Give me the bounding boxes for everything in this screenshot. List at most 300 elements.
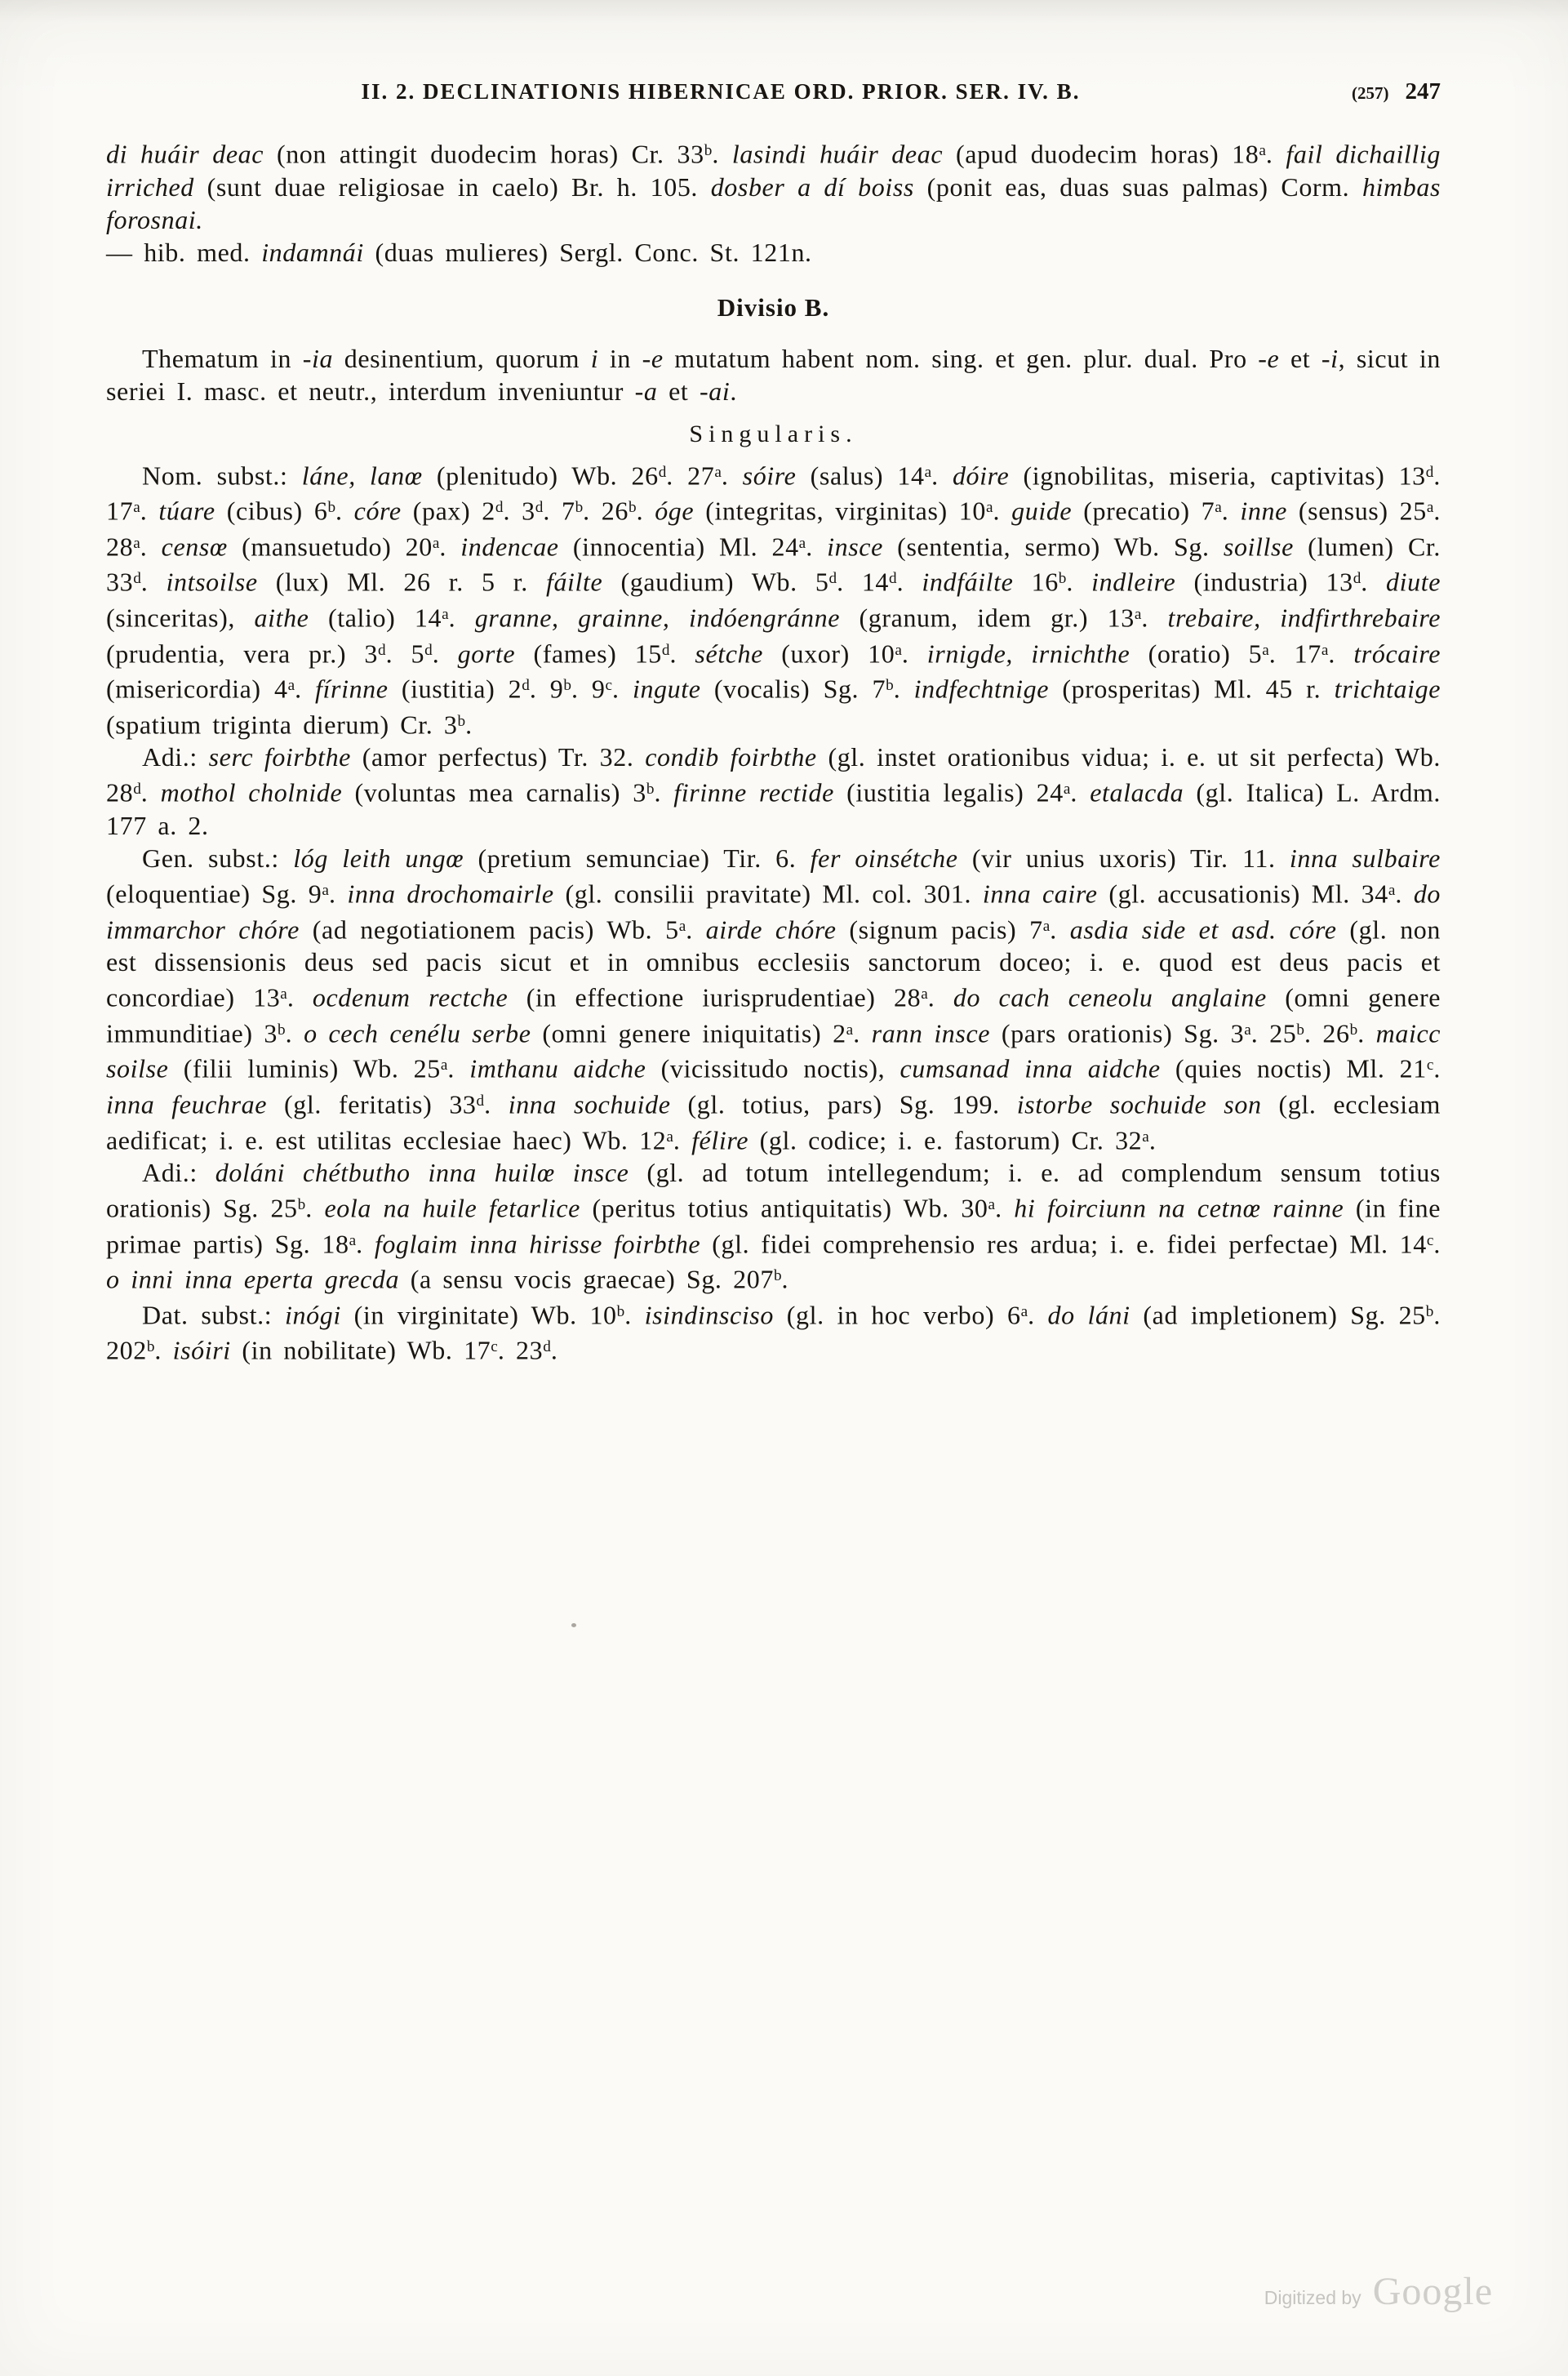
- text-run: .: [686, 914, 706, 945]
- text-run: d: [828, 570, 837, 588]
- text-run: b: [146, 1338, 155, 1356]
- text-run: -a: [634, 376, 658, 406]
- text-run: .: [1070, 777, 1090, 808]
- text-run: a: [280, 986, 287, 1003]
- text-run: .: [993, 496, 1012, 526]
- text-run: óge: [655, 496, 695, 526]
- text-run: sétche: [695, 638, 763, 669]
- text-run: . 9: [571, 674, 606, 704]
- series-page-ref: (257): [1352, 83, 1389, 103]
- text-run: a: [921, 986, 928, 1003]
- text-run: b: [616, 1302, 625, 1320]
- text-run: .: [806, 532, 828, 562]
- text-run: d: [889, 570, 897, 588]
- paragraph-dat-subst: [106, 1296, 1441, 1367]
- text-run: (in fine primae partis) Sg. 18: [106, 1193, 1441, 1259]
- section-heading-singularis: Singularis.: [689, 420, 858, 447]
- text-run: (gl. codice; i. e. fastorum) Cr. 32: [748, 1125, 1143, 1155]
- text-run: b: [886, 677, 894, 695]
- text-run: (gl. in hoc verbo) 6: [773, 1300, 1021, 1330]
- text-run: (voluntas mea carnalis) 3: [342, 777, 646, 808]
- text-run: etalacda: [1090, 777, 1184, 808]
- text-run: mothol cholnide: [160, 777, 343, 808]
- text-run: félire: [691, 1125, 749, 1155]
- text-run: (signum pacis) 7: [836, 914, 1043, 945]
- text-run: d: [658, 463, 667, 481]
- text-run: fírinne: [315, 674, 389, 704]
- text-run: .: [669, 638, 695, 669]
- text-run: et: [657, 376, 700, 406]
- text-run: (gl. Italica) L. Ardm. 177 a. 2.: [106, 777, 1441, 840]
- text-run: (non attingit duodecim horas) Cr. 33: [264, 139, 704, 169]
- text-run: do láni: [1047, 1300, 1130, 1330]
- text-run: (a sensu vocis graecae) Sg. 207: [399, 1264, 774, 1294]
- text-run: Nom. subst.:: [142, 461, 302, 491]
- text-run: irnigde, irnichthe: [926, 638, 1130, 669]
- text-run: (sunt duae religiosae in caelo) Br. h. 105.: [193, 171, 711, 202]
- text-run: (gl. instet orationibus vidua; i. e. ut sit perfecta) Wb. 28: [106, 742, 1441, 808]
- text-run: hi foirciunn na cetnœ rainne: [1014, 1193, 1344, 1223]
- text-run: a: [666, 1128, 673, 1146]
- text-run: .: [1141, 603, 1168, 633]
- text-run: (salus) 14: [796, 461, 925, 491]
- text-run: .: [439, 532, 461, 562]
- text-run: .: [295, 674, 316, 704]
- text-run: (ad impletionem) Sg. 25: [1130, 1300, 1426, 1330]
- text-run: maicc soilse: [106, 1018, 1441, 1083]
- text-run: a: [287, 677, 295, 695]
- text-run: .: [484, 1089, 509, 1119]
- text-run: (ignobilitas, miseria, captivitas) 13: [1009, 461, 1426, 491]
- text-run: .: [140, 777, 161, 808]
- text-run: d: [476, 1092, 485, 1110]
- text-run: a: [895, 641, 902, 659]
- text-run: -ia: [302, 343, 334, 373]
- text-run: .: [1433, 1229, 1441, 1259]
- text-run: firinne rectide: [673, 777, 834, 808]
- text-run: , sicut in seriei I. masc. et neutr., interdum inveniuntur: [106, 343, 1441, 406]
- text-run: a: [924, 463, 932, 481]
- text-run: .: [896, 567, 922, 597]
- text-run: do cach ceneolu anglaine: [953, 982, 1267, 1012]
- text-run: inna sochuide: [508, 1089, 671, 1119]
- text-run: (gl. consilii pravitate) Ml. col. 301.: [553, 879, 983, 909]
- text-run: b: [563, 677, 571, 695]
- text-run: a: [442, 605, 449, 623]
- text-run: .: [285, 1018, 304, 1048]
- text-run: -e: [642, 343, 664, 373]
- text-run: .: [927, 982, 953, 1012]
- text-run: a: [1063, 781, 1071, 799]
- text-run: (iustitia) 2: [388, 674, 522, 704]
- text-run: ocdenum rectche: [312, 982, 509, 1012]
- text-run: imthanu aidche: [469, 1053, 646, 1083]
- text-run: (precatio) 7: [1072, 496, 1215, 526]
- text-run: (gl. ecclesiam aedificat; i. e. est utilitas ecclesiae haec) Wb. 12: [106, 1089, 1441, 1155]
- text-run: (gl. accusationis) Ml. 34: [1097, 879, 1388, 909]
- text-run: rann insce: [871, 1018, 991, 1048]
- text-run: (prudentia, vera pr.) 3: [106, 638, 379, 669]
- text-run: . 26: [583, 496, 629, 526]
- text-run: trebaire, indfirthrebaire: [1167, 603, 1441, 633]
- text-run: .: [931, 461, 953, 491]
- text-run: airde chóre: [705, 914, 837, 945]
- text-run: .: [356, 1229, 375, 1259]
- text-run: a: [714, 463, 722, 481]
- text-run: (sensus) 25: [1286, 496, 1427, 526]
- text-run: fail dichaillig irriched: [106, 139, 1441, 202]
- google-logo-text: Google: [1372, 2270, 1493, 2313]
- text-run: .: [140, 532, 162, 562]
- text-run: a: [322, 881, 329, 899]
- text-run: a: [1042, 917, 1051, 935]
- text-run: .: [853, 1018, 872, 1048]
- text-run: (uxor) 10: [762, 638, 895, 669]
- text-run: censœ: [161, 532, 228, 562]
- text-run: (amor perfectus) Tr. 32.: [350, 742, 646, 772]
- text-run: d: [1425, 463, 1434, 481]
- text-run: c: [605, 677, 613, 695]
- text-run: b: [1425, 1302, 1434, 1320]
- text-run: indencae: [460, 532, 559, 562]
- text-run: (lumen) Cr. 33: [106, 532, 1441, 597]
- text-run: gorte: [457, 638, 516, 669]
- text-run: b: [457, 712, 466, 730]
- text-run: aithe: [254, 603, 309, 633]
- text-run: lasindi huáir deac: [731, 139, 944, 169]
- text-run: d: [378, 641, 386, 659]
- text-run: .: [673, 1125, 692, 1155]
- text-run: (lux) Ml. 26 r. 5 r.: [257, 567, 546, 597]
- text-run: .: [140, 567, 167, 597]
- text-run: . 5: [385, 638, 425, 669]
- text-run: .: [287, 982, 313, 1012]
- text-run: b: [278, 1021, 286, 1039]
- text-run: .: [1328, 638, 1354, 669]
- text-run: (gl. ad totum intellegendum; i. e. ad complendum sensum totius orationis) Sg. 25: [106, 1158, 1441, 1223]
- text-run: . 25: [1250, 1018, 1297, 1048]
- header-page-ref-group: [1352, 78, 1441, 105]
- text-run: a: [798, 534, 806, 552]
- text-run: doláni chétbutho inna huilœ insce: [215, 1158, 629, 1188]
- text-run: .: [893, 674, 914, 704]
- text-run: a: [440, 1057, 448, 1075]
- text-run: et: [1279, 343, 1321, 373]
- paragraph-continuation: [106, 135, 1441, 269]
- text-run: (in nobilitate) Wb. 17: [230, 1336, 491, 1366]
- text-run: sóire: [742, 461, 797, 491]
- page-number: 247: [1405, 78, 1441, 105]
- text-run: (duas mulieres) Sergl. Conc. St. 121n.: [363, 237, 812, 267]
- text-run: c: [491, 1338, 498, 1356]
- text-run: .: [636, 496, 655, 526]
- text-run: .: [721, 461, 743, 491]
- text-run: .: [1433, 1053, 1441, 1083]
- text-run: trócaire: [1353, 638, 1441, 669]
- text-run: (granum, idem gr.) 13: [840, 603, 1135, 633]
- text-run: fáilte: [545, 567, 603, 597]
- text-run: .: [1028, 1300, 1048, 1330]
- text-run: d: [535, 499, 544, 517]
- text-run: dóire: [952, 461, 1010, 491]
- text-run: foglaim inna hirisse foirbthe: [374, 1229, 701, 1259]
- text-run: -i: [1321, 343, 1339, 373]
- text-run: . 17: [106, 461, 1441, 526]
- section-heading-divisio-b: Divisio B.: [717, 292, 830, 322]
- text-run: (sinceritas),: [106, 603, 255, 633]
- text-run: desinentium, quorum: [333, 343, 591, 373]
- text-run: (pretium semunciae) Tir. 6.: [464, 843, 811, 873]
- text-run: a: [1020, 1302, 1028, 1320]
- text-run: a: [1244, 1021, 1251, 1039]
- text-run: o inni inna eperta grecda: [106, 1264, 400, 1294]
- text-run: do immarchor chóre: [106, 879, 1441, 945]
- text-run: c: [1426, 1057, 1434, 1075]
- text-run: d: [661, 641, 670, 659]
- text-run: Dat. subst.:: [142, 1300, 286, 1330]
- text-run: d: [133, 570, 141, 588]
- text-run: a: [1215, 499, 1222, 517]
- text-run: (quies noctis) Ml. 21: [1160, 1053, 1427, 1083]
- text-run: a: [1262, 641, 1269, 659]
- text-run: (iustitia legalis) 24: [833, 777, 1064, 808]
- text-run: .: [624, 1300, 645, 1330]
- google-books-watermark: [1264, 2269, 1493, 2314]
- text-run: indleire: [1091, 567, 1176, 597]
- digitized-by-text: Digitized by: [1264, 2287, 1361, 2308]
- text-run: d: [424, 641, 433, 659]
- text-run: (vicissitudo noctis),: [646, 1053, 900, 1083]
- text-run: b: [1296, 1021, 1304, 1039]
- text-run: .: [465, 710, 473, 740]
- text-run: (eloquentiae) Sg. 9: [106, 879, 322, 909]
- text-run: ingute: [632, 674, 701, 704]
- text-run: (in virginitate) Wb. 10: [340, 1300, 617, 1330]
- text-run: asdia side et asd. córe: [1069, 914, 1337, 945]
- text-run: trichtaige: [1334, 674, 1441, 704]
- text-run: láne, lanœ: [301, 461, 423, 491]
- text-run: o cech cenélu serbe: [304, 1018, 531, 1048]
- text-run: a: [1259, 142, 1266, 159]
- text-run: (fames) 15: [515, 638, 662, 669]
- text-run: -e: [1258, 343, 1280, 373]
- text-run: a: [988, 1196, 996, 1214]
- text-run: (spatium triginta dierum) Cr. 3: [106, 710, 458, 740]
- text-run: (oratio) 5: [1130, 638, 1263, 669]
- text-run: . 17: [1268, 638, 1321, 669]
- text-run: (pars orationis) Sg. 3: [990, 1018, 1245, 1048]
- text-run: (integritas, virginitas) 10: [694, 496, 986, 526]
- text-run: .: [1361, 567, 1387, 597]
- text-run: .: [335, 496, 354, 526]
- running-head-title: II. 2. DECLINATIONIS HIBERNICAE ORD. PRIOR. SER. IV. B.: [361, 79, 1081, 104]
- text-run: .: [1148, 1125, 1157, 1155]
- text-run: inna caire: [982, 879, 1098, 909]
- text-run: in: [598, 343, 642, 373]
- text-run: isindinsciso: [644, 1300, 774, 1330]
- text-run: -ai: [700, 376, 731, 406]
- text-run: serc foirbthe: [208, 742, 351, 772]
- text-run: himbas forosnai.: [106, 171, 1441, 234]
- text-run: b: [628, 499, 637, 517]
- text-run: .: [448, 603, 475, 633]
- text-run: .: [612, 674, 633, 704]
- text-run: c: [1426, 1231, 1434, 1249]
- paragraph-adi-gen: [106, 1156, 1441, 1296]
- text-run: .: [305, 1193, 325, 1223]
- text-run: (mansuetudo) 20: [227, 532, 433, 562]
- text-run: .: [328, 879, 348, 909]
- scan-artifact-speck: [571, 1623, 576, 1627]
- paragraph-nom-subst: [106, 456, 1441, 741]
- text-run: a: [1321, 641, 1329, 659]
- text-run: b: [297, 1196, 306, 1214]
- text-run: intsoilse: [166, 567, 258, 597]
- text-run: .: [1395, 879, 1414, 909]
- page-body: [106, 135, 1441, 1367]
- text-run: (omni genere iniquitatis) 2: [531, 1018, 846, 1048]
- text-run: . 202: [106, 1300, 1441, 1366]
- text-run: b: [646, 781, 655, 799]
- text-run: (in effectione iurisprudentiae) 28: [508, 982, 922, 1012]
- text-run: condib foirbthe: [645, 742, 817, 772]
- text-run: a: [1142, 1128, 1149, 1146]
- text-run: a: [678, 917, 686, 935]
- paragraph-thematum: [106, 342, 1441, 407]
- text-run: . 9: [529, 674, 564, 704]
- text-run: b: [327, 499, 336, 517]
- text-run: .: [154, 1336, 173, 1366]
- text-run: lóg leith ungœ: [293, 843, 464, 873]
- text-run: . 26: [1304, 1018, 1350, 1048]
- text-run: . 28: [106, 496, 1441, 562]
- text-run: (prosperitas) Ml. 45 r.: [1049, 674, 1335, 704]
- text-run: (peritus totius antiquitatis) Wb. 30: [580, 1193, 988, 1223]
- text-run: (misericordia) 4: [106, 674, 288, 704]
- text-run: d: [543, 1338, 551, 1356]
- text-run: mutatum habent nom. sing. et gen. plur. dual. Pro: [663, 343, 1259, 373]
- text-run: 16: [1013, 567, 1059, 597]
- text-run: Adi.:: [142, 742, 209, 772]
- text-run: b: [1058, 570, 1067, 588]
- text-run: dosber a dí boiss: [710, 171, 914, 202]
- text-run: . 14: [837, 567, 890, 597]
- page-header: [106, 78, 1441, 105]
- text-run: a: [349, 1231, 357, 1249]
- text-run: .: [995, 1193, 1015, 1223]
- text-run: (ponit eas, duas suas palmas) Corm.: [913, 171, 1362, 202]
- text-run: b: [704, 142, 713, 159]
- text-run: (vir unius uxoris) Tir. 11.: [957, 843, 1290, 873]
- text-run: d: [1353, 570, 1361, 588]
- text-run: .: [712, 139, 732, 169]
- text-run: (gl. fidei comprehensio res ardua; i. e. fidei perfectae) Ml. 14: [700, 1229, 1427, 1259]
- text-run: .: [140, 496, 159, 526]
- text-run: (filii luminis) Wb. 25: [168, 1053, 441, 1083]
- text-run: d: [522, 677, 530, 695]
- text-run: . 3: [503, 496, 535, 526]
- text-run: d: [133, 781, 141, 799]
- text-run: diute: [1386, 567, 1441, 597]
- text-run: cumsanad inna aidche: [899, 1053, 1161, 1083]
- text-run: guide: [1011, 496, 1073, 526]
- text-run: (sententia, sermo) Wb. Sg.: [882, 532, 1224, 562]
- text-run: i: [590, 343, 599, 373]
- text-run: d: [495, 499, 504, 517]
- text-run: — hib. med.: [106, 237, 262, 267]
- text-run: .: [901, 638, 927, 669]
- text-run: córe: [353, 496, 402, 526]
- text-run: .: [447, 1053, 470, 1083]
- text-run: Adi.:: [142, 1158, 215, 1188]
- text-run: (pax) 2: [401, 496, 495, 526]
- text-run: .: [1357, 1018, 1376, 1048]
- text-run: Gen. subst.:: [142, 843, 294, 873]
- text-run: .: [1221, 496, 1241, 526]
- text-run: granne, grainne, indóengránne: [474, 603, 841, 633]
- text-run: .: [1066, 567, 1092, 597]
- text-run: (gl. totius, pars) Sg. 199.: [670, 1089, 1017, 1119]
- text-run: . 23: [497, 1336, 544, 1366]
- text-run: .: [654, 777, 674, 808]
- paragraph-gen-subst: [106, 842, 1441, 1156]
- text-run: . 27: [666, 461, 715, 491]
- text-run: inne: [1240, 496, 1287, 526]
- text-run: a: [1388, 881, 1396, 899]
- text-run: (gl. non est dissensionis deus sed pacis sicut et in omnibus ecclesiis sanctorum doceo; i. e. quod est deus pacis et concordiae) 13: [106, 914, 1441, 1012]
- text-run: a: [1134, 605, 1142, 623]
- text-run: isóiri: [172, 1336, 231, 1366]
- text-run: indfáilte: [922, 567, 1014, 597]
- text-run: fer oinsétche: [810, 843, 958, 873]
- text-run: (industria) 13: [1175, 567, 1353, 597]
- text-run: insce: [827, 532, 883, 562]
- text-run: soillse: [1223, 532, 1294, 562]
- text-run: inna drochomairle: [347, 879, 554, 909]
- text-run: . 7: [543, 496, 575, 526]
- text-run: túare: [158, 496, 215, 526]
- text-run: indfechtnige: [913, 674, 1049, 704]
- text-run: (apud duodecim horas) 18: [943, 139, 1259, 169]
- text-run: a: [432, 534, 440, 552]
- text-run: a: [1426, 499, 1434, 517]
- text-run: istorbe sochuide son: [1016, 1089, 1262, 1119]
- text-run: .: [730, 376, 737, 406]
- text-run: a: [133, 534, 140, 552]
- text-run: (ad negotiationem pacis) Wb. 5: [299, 914, 679, 945]
- text-run: b: [575, 499, 584, 517]
- text-run: (plenitudo) Wb. 26: [422, 461, 659, 491]
- text-run: (cibus) 6: [215, 496, 328, 526]
- text-run: inna sulbaire: [1289, 843, 1441, 873]
- text-run: .: [781, 1264, 789, 1294]
- text-run: (talio) 14: [309, 603, 442, 633]
- text-run: a: [846, 1021, 854, 1039]
- text-run: a: [133, 499, 140, 517]
- paragraph-adi-nom: [106, 741, 1441, 842]
- text-run: .: [550, 1336, 558, 1366]
- text-run: indamnái: [261, 237, 364, 267]
- text-run: b: [773, 1267, 782, 1285]
- text-run: b: [1349, 1021, 1358, 1039]
- text-run: (vocalis) Sg. 7: [700, 674, 886, 704]
- text-run: (innocentia) Ml. 24: [558, 532, 799, 562]
- text-run: Thematum in: [142, 343, 303, 373]
- text-run: inógi: [285, 1300, 341, 1330]
- text-run: eola na huile fetarlice: [324, 1193, 580, 1223]
- text-run: (omni genere immunditiae) 3: [106, 982, 1441, 1048]
- text-run: .: [432, 638, 458, 669]
